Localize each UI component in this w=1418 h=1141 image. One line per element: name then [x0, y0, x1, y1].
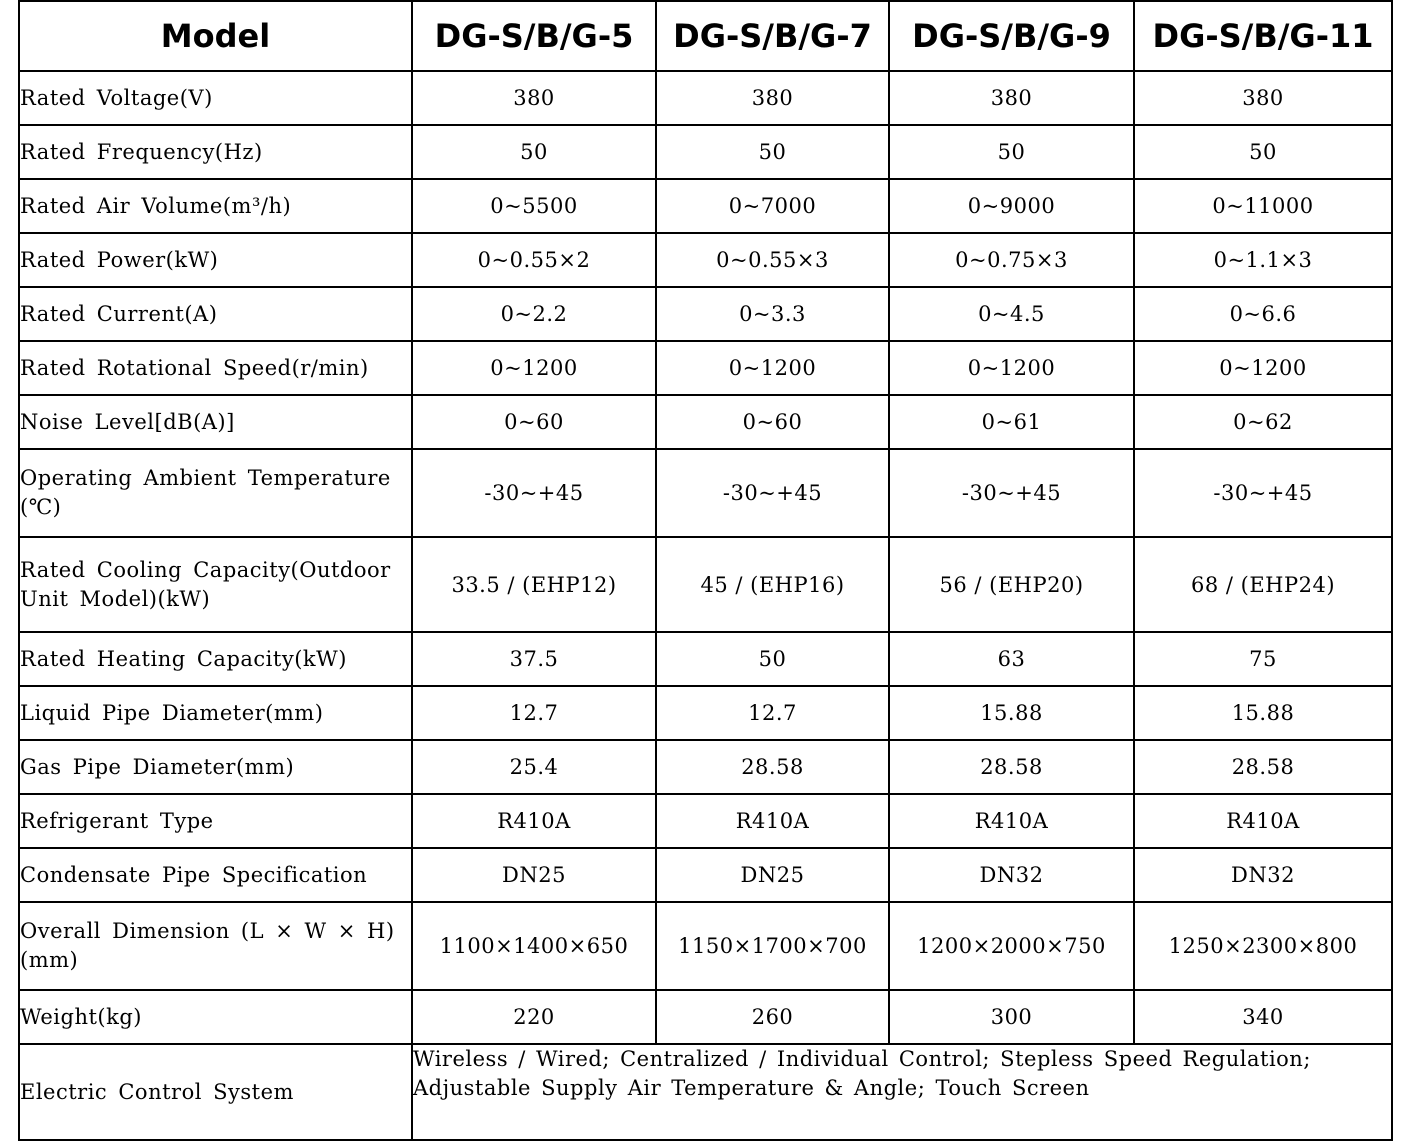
cell-value: 0~11000 [1134, 179, 1392, 233]
cell-value: 75 [1134, 632, 1392, 686]
cell-value: 0~0.75×3 [889, 233, 1134, 287]
table-row [19, 287, 1392, 341]
cell-value: 340 [1134, 990, 1392, 1044]
row-label: Rated Heating Capacity(kW) [19, 632, 412, 686]
table-row [19, 990, 1392, 1044]
row-label: Weight(kg) [19, 990, 412, 1044]
model-name: DG-S/B/G-7 [656, 1, 889, 71]
row-label: Rated Frequency(Hz) [19, 125, 412, 179]
table-row [19, 794, 1392, 848]
cell-value: 25.4 [412, 740, 656, 794]
cell-value: 15.88 [1134, 686, 1392, 740]
row-label: Refrigerant Type [19, 794, 412, 848]
cell-value: 0~1200 [656, 341, 889, 395]
table-row [19, 686, 1392, 740]
row-label: Gas Pipe Diameter(mm) [19, 740, 412, 794]
cell-value: 0~0.55×3 [656, 233, 889, 287]
table-row [19, 632, 1392, 686]
model-name: DG-S/B/G-5 [412, 1, 656, 71]
cell-value: 68 / (EHP24) [1134, 537, 1392, 632]
cell-value: -30~+45 [1134, 449, 1392, 537]
cell-value: 50 [656, 125, 889, 179]
cell-value: 0~1200 [1134, 341, 1392, 395]
table-row [19, 233, 1392, 287]
cell-value: 63 [889, 632, 1134, 686]
header-row [19, 1, 1392, 71]
row-label: Noise Level[dB(A)] [19, 395, 412, 449]
cell-value: 380 [656, 71, 889, 125]
row-label: Rated Cooling Capacity(Outdoor Unit Model)(kW) [19, 537, 412, 632]
cell-value: DN32 [889, 848, 1134, 902]
model-name: DG-S/B/G-11 [1134, 1, 1392, 71]
table-row [19, 71, 1392, 125]
cell-value: 15.88 [889, 686, 1134, 740]
cell-value: 50 [1134, 125, 1392, 179]
row-label: Operating Ambient Temperature (℃) [19, 449, 412, 537]
cell-value: 0~1200 [889, 341, 1134, 395]
row-label: Rated Voltage(V) [19, 71, 412, 125]
cell-value: 1150×1700×700 [656, 902, 889, 990]
electric-control-value: Wireless / Wired; Centralized / Individual Control; Stepless Speed Regulation; Adjustable Supply Air Temperature & Angle; Touch Screen [412, 1044, 1392, 1140]
row-label: Rated Rotational Speed(r/min) [19, 341, 412, 395]
cell-value: 0~1200 [412, 341, 656, 395]
cell-value: 0~7000 [656, 179, 889, 233]
cell-value: 1200×2000×750 [889, 902, 1134, 990]
cell-value: -30~+45 [889, 449, 1134, 537]
cell-value: 260 [656, 990, 889, 1044]
cell-value: 0~60 [656, 395, 889, 449]
cell-value: 380 [889, 71, 1134, 125]
table-row [19, 449, 1392, 537]
cell-value: 1250×2300×800 [1134, 902, 1392, 990]
cell-value: 0~1.1×3 [1134, 233, 1392, 287]
model-header: Model [19, 1, 412, 71]
cell-value: 0~3.3 [656, 287, 889, 341]
cell-value: 0~61 [889, 395, 1134, 449]
cell-value: -30~+45 [412, 449, 656, 537]
cell-value: 37.5 [412, 632, 656, 686]
model-name: DG-S/B/G-9 [889, 1, 1134, 71]
cell-value: DN25 [412, 848, 656, 902]
cell-value: 0~9000 [889, 179, 1134, 233]
row-label: Rated Air Volume(m³/h) [19, 179, 412, 233]
cell-value: 380 [1134, 71, 1392, 125]
row-label: Liquid Pipe Diameter(mm) [19, 686, 412, 740]
cell-value: 0~2.2 [412, 287, 656, 341]
cell-value: 28.58 [889, 740, 1134, 794]
table-row-electric-control [19, 1044, 1392, 1140]
row-label: Overall Dimension (L × W × H)(mm) [19, 902, 412, 990]
spec-table [18, 0, 1393, 1141]
cell-value: 380 [412, 71, 656, 125]
cell-value: 0~60 [412, 395, 656, 449]
table-row [19, 848, 1392, 902]
cell-value: 50 [889, 125, 1134, 179]
cell-value: DN32 [1134, 848, 1392, 902]
cell-value: 28.58 [1134, 740, 1392, 794]
cell-value: 28.58 [656, 740, 889, 794]
cell-value: 0~4.5 [889, 287, 1134, 341]
cell-value: 12.7 [412, 686, 656, 740]
cell-value: 50 [656, 632, 889, 686]
cell-value: R410A [1134, 794, 1392, 848]
cell-value: 0~0.55×2 [412, 233, 656, 287]
cell-value: 12.7 [656, 686, 889, 740]
table-row [19, 740, 1392, 794]
table-row [19, 179, 1392, 233]
cell-value: R410A [412, 794, 656, 848]
cell-value: -30~+45 [656, 449, 889, 537]
cell-value: 300 [889, 990, 1134, 1044]
cell-value: 0~6.6 [1134, 287, 1392, 341]
table-row [19, 395, 1392, 449]
cell-value: R410A [656, 794, 889, 848]
cell-value: 1100×1400×650 [412, 902, 656, 990]
cell-value: 220 [412, 990, 656, 1044]
table-row [19, 341, 1392, 395]
row-label: Condensate Pipe Specification [19, 848, 412, 902]
table-row [19, 902, 1392, 990]
row-label: Rated Current(A) [19, 287, 412, 341]
cell-value: 56 / (EHP20) [889, 537, 1134, 632]
row-label: Rated Power(kW) [19, 233, 412, 287]
cell-value: 50 [412, 125, 656, 179]
cell-value: R410A [889, 794, 1134, 848]
row-label: Electric Control System [19, 1044, 412, 1140]
cell-value: 45 / (EHP16) [656, 537, 889, 632]
table-row [19, 125, 1392, 179]
cell-value: DN25 [656, 848, 889, 902]
cell-value: 33.5 / (EHP12) [412, 537, 656, 632]
cell-value: 0~62 [1134, 395, 1392, 449]
cell-value: 0~5500 [412, 179, 656, 233]
table-row [19, 537, 1392, 632]
